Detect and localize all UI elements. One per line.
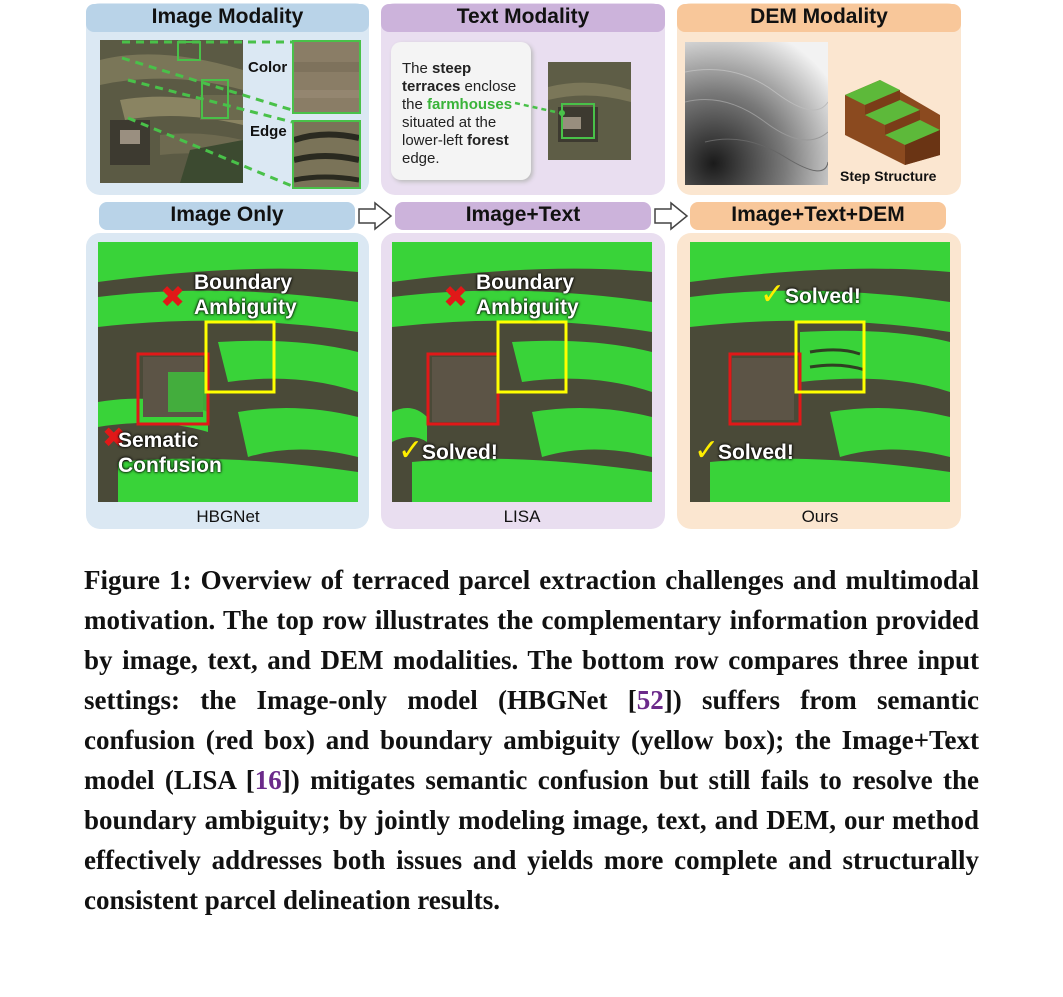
- check-icon: ✓: [398, 433, 424, 468]
- image-modality-header: Image Modality: [86, 4, 369, 32]
- solved-label: Solved!: [718, 441, 794, 464]
- hbgnet-label: HBGNet: [196, 507, 260, 526]
- solved-label: Solved!: [422, 441, 498, 464]
- edge-label: Edge: [250, 123, 287, 140]
- image-text-dem-header: Image+Text+DEM: [690, 202, 946, 230]
- citation-link[interactable]: 16: [254, 765, 282, 795]
- cross-icon: ✖: [102, 421, 126, 454]
- color-label: Color: [248, 59, 288, 76]
- step-structure-icon: [840, 75, 950, 165]
- text-note: The steep terraces enclose the farmhouses situated at the lower-left forest edge.: [402, 60, 517, 167]
- text-pointer-arrow: [510, 95, 570, 120]
- ours-label: Ours: [801, 507, 839, 526]
- arrow-icon: [653, 201, 689, 231]
- edge-zoom-image: [292, 120, 361, 189]
- step-structure-label: Step Structure: [840, 168, 937, 184]
- dem-image: [685, 42, 828, 185]
- image-text-header: Image+Text: [395, 202, 651, 230]
- solved-label: Solved!: [785, 285, 861, 308]
- cross-icon: ✖: [160, 280, 186, 315]
- boundary-label: Boundary Ambiguity: [476, 271, 579, 319]
- figure-caption: Figure 1: Overview of terraced parcel extraction challenges and multimodal motivation. The top row illustrates the complementary information provided by image, text, and DEM modalities. The bottom row compares three input settings: the Image-only model (HBGNet [52]) suffers from semantic confusion (red box) and boundary ambiguity (yellow box); the Image+Text model (LISA [16]) mitigates semantic confusion but still fails to resolve the boundary ambiguity; by jointly modeling image, text, and DEM, our method effectively addresses both issues and yields more complete and structurally consistent parcel delineation results.: [84, 565, 980, 915]
- arrow-icon: [357, 201, 393, 231]
- check-icon: ✓: [694, 433, 720, 468]
- check-icon: ✓: [760, 277, 786, 312]
- citation-link[interactable]: 52: [636, 685, 664, 715]
- lisa-label: LISA: [503, 507, 541, 526]
- image-only-header: Image Only: [99, 202, 355, 230]
- color-zoom-image: [292, 40, 361, 114]
- text-modality-header: Text Modality: [381, 4, 665, 32]
- dem-modality-header: DEM Modality: [677, 4, 961, 32]
- cross-icon: ✖: [443, 280, 469, 315]
- boundary-label: Boundary Ambiguity: [194, 271, 297, 319]
- sematic-label: Sematic Confusion: [118, 429, 222, 477]
